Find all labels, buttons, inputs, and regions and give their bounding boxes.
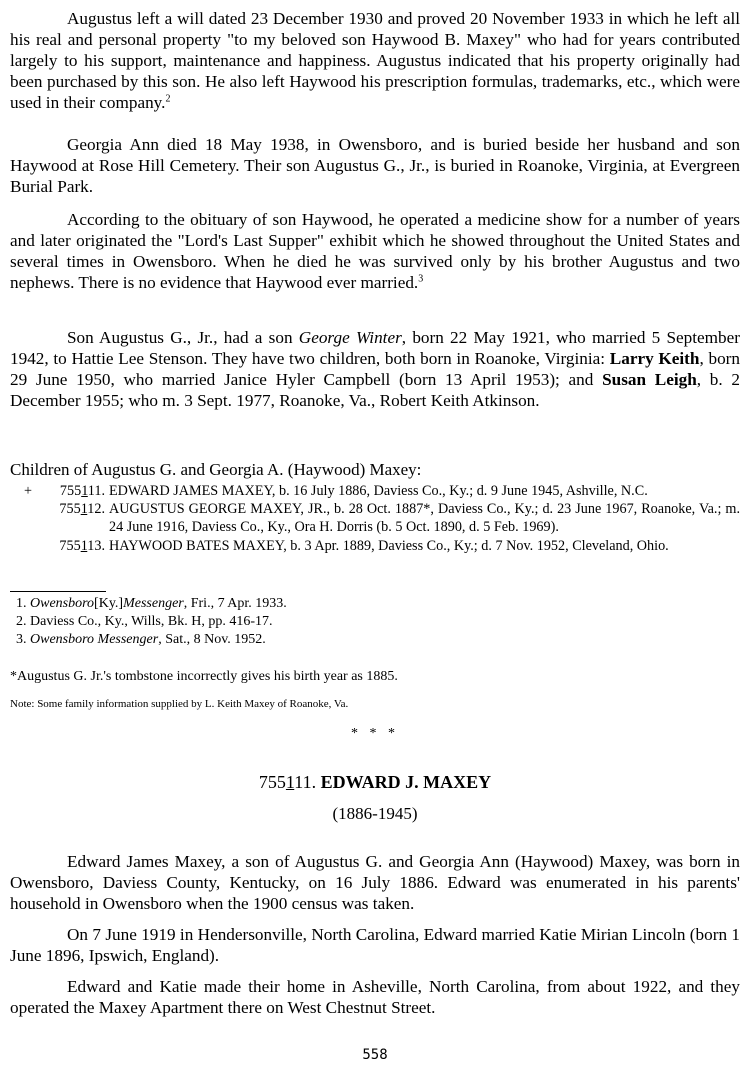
child-entry bbox=[10, 500, 740, 536]
paragraph-will bbox=[10, 8, 740, 113]
section-separator: * * * bbox=[351, 726, 399, 741]
child-number: 755111. bbox=[59, 483, 105, 499]
p4-part-c: , born 22 May 1921, who married 5 September 1942, to Hattie Lee Stenson. They have two children, both born in Roanoke, Virginia: bbox=[10, 328, 740, 368]
paragraph-georgia-death bbox=[10, 134, 740, 197]
child-marker: + bbox=[24, 483, 33, 499]
child-entry bbox=[10, 482, 740, 500]
footnote-divider bbox=[10, 591, 106, 592]
p4-part-a: Son Augustus G., Jr., had a son bbox=[67, 328, 299, 347]
paragraph-obituary-text: According to the obituary of son Haywood, he operated a medicine show for a number of years and later originated the "Lord's Last Supper" exhibit which he showed throughout the United States and several times in Owensboro. When he died he was survived only by his brother Augustus and two nephews. There is no evidence that Haywood ever married. bbox=[10, 210, 740, 292]
child-text: AUGUSTUS GEORGE MAXEY, JR., b. 28 Oct. 1887*, Daviess Co., Ky.; d. 23 June 1967, Roanoke, Va.; m. 24 June 1916, Daviess Co., Ky., Ora H. Dorris (b. 5 Oct. 1890, d. 5 Feb. 1969). bbox=[109, 501, 740, 535]
section-title: EDWARD J. MAXEY bbox=[320, 772, 492, 792]
paragraph-will-text: Augustus left a will dated 23 December 1930 and proved 20 November 1933 in which he left all his real and personal property "to my beloved son Haywood B. Maxey" who had for years contributed largely to his support, maintenance and happiness. Augustus indicated that his property originally had been purchased by this son. He also left Haywood his prescription formulas, trademarks, etc., which were used in their company. bbox=[10, 9, 740, 112]
children-list-heading: Children of Augustus G. and Georgia A. (Haywood) Maxey: bbox=[10, 460, 422, 479]
family-info-note: Note: Some family information supplied by L. Keith Maxey of Roanoke, Va. bbox=[10, 698, 349, 710]
page-number: 558 bbox=[362, 1047, 388, 1063]
footnote-1: 1. Owensboro[Ky.]Messenger, Fri., 7 Apr. 1933. bbox=[16, 596, 287, 611]
footnote-3: 3. Owensboro Messenger, Sat., 8 Nov. 1952. bbox=[16, 632, 266, 647]
tombstone-note: *Augustus G. Jr.'s tombstone incorrectly gives his birth year as 1885. bbox=[10, 669, 398, 684]
paragraph-edward-birth: Edward James Maxey, a son of Augustus G. and Georgia Ann (Haywood) Maxey, was born in Owensboro, Daviess County, Kentucky, on 16 July 1886. Edward was enumerated in his parents' household in Owensboro when the 1900 census was taken. bbox=[10, 852, 740, 913]
child-text: HAYWOOD BATES MAXEY, b. 3 Apr. 1889, Daviess Co., Ky.; d. 7 Nov. 1952, Cleveland, Ohio. bbox=[109, 538, 669, 554]
paragraph-edward-asheville: Edward and Katie made their home in Asheville, North Carolina, from about 1922, and they operated the Maxey Apartment there on West Chestnut Street. bbox=[10, 977, 740, 1017]
name-larry-keith: Larry Keith bbox=[609, 349, 700, 368]
paragraph-georgia-death-text: Georgia Ann died 18 May 1938, in Owensboro, and is buried beside her husband and son Haywood at Rose Hill Cemetery. Their son Augustus G., Jr., is buried in Roanoke, Virginia, at Evergreen Burial Park. bbox=[10, 135, 740, 196]
paragraph-edward-marriage: On 7 June 1919 in Hendersonville, North Carolina, Edward married Katie Mirian Lincoln (born 1 June 1896, Ipswich, England). bbox=[10, 925, 740, 965]
paragraph-augustus-jr-family bbox=[10, 327, 740, 411]
child-entry bbox=[10, 537, 740, 573]
name-george-winter: George Winter bbox=[298, 328, 402, 347]
p4-part-e: , born 29 June 1950, who married Janice Hyler Campbell (born 13 April 1953); and bbox=[10, 349, 740, 389]
name-susan-leigh: Susan Leigh bbox=[602, 370, 697, 389]
section-heading: 755111. EDWARD J. MAXEY bbox=[258, 772, 492, 792]
footnote-ref-2: 2 bbox=[165, 93, 171, 105]
child-number: 755112. bbox=[59, 501, 105, 517]
footnote-ref-3: 3 bbox=[418, 273, 424, 285]
paragraph-obituary bbox=[10, 209, 740, 293]
footnote-2: 2. Daviess Co., Ky., Wills, Bk. H, pp. 416-17. bbox=[16, 614, 273, 629]
section-years: (1886-1945) bbox=[332, 804, 418, 823]
child-text: EDWARD JAMES MAXEY, b. 16 July 1886, Daviess Co., Ky.; d. 9 June 1945, Ashville, N.C. bbox=[109, 483, 648, 499]
child-number: 755113. bbox=[59, 538, 105, 554]
p4-part-g: , b. 2 December 1955; who m. 3 Sept. 1977, Roanoke, Va., Robert Keith Atkinson. bbox=[10, 370, 741, 410]
